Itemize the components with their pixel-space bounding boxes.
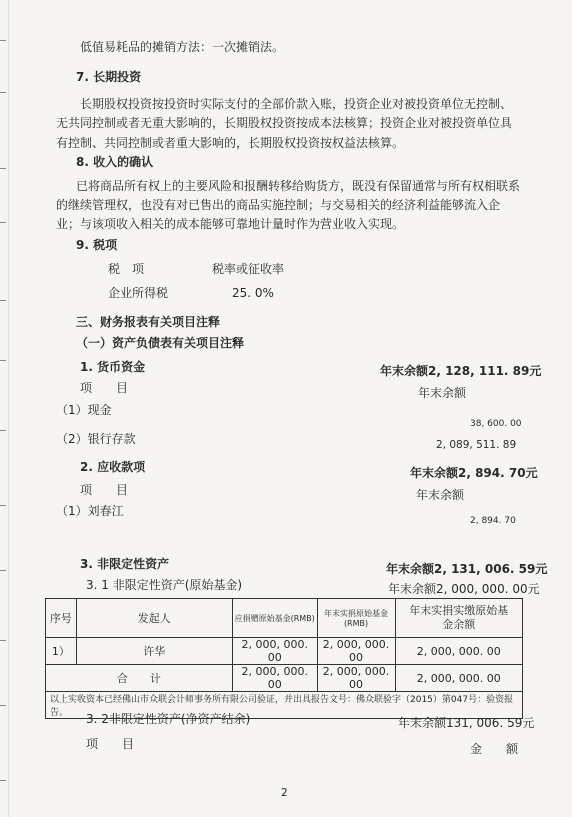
receivables-column-item: 项 目 (80, 483, 129, 497)
cash-total: 年末余额2, 128, 111. 89元 (380, 364, 542, 378)
table-row (46, 638, 523, 665)
receivables-row-1-label: （1）刘春江 (56, 504, 124, 518)
section-7-para-line-2: 无共同控制或者无重大影响的，长期股权投资按成本法核算；投资企业对被投资单位具 (56, 116, 513, 130)
net-assets-column-item: 项 目 (86, 737, 135, 751)
amortization-line: 低值易耗品的摊销方法：一次摊销法。 (80, 40, 285, 54)
header-pledged: 应捐赠原始基金(RMB) (232, 599, 317, 638)
header-founder: 发起人 (76, 599, 232, 638)
non-restricted-assets-title: 3. 非限定性资产 (80, 557, 170, 571)
page-number: 2 (281, 787, 288, 799)
total-label: 合 计 (46, 665, 233, 692)
non-restricted-3-1-title: 3. 1 非限定性资产(原始基金) (86, 578, 243, 592)
section-8-para-line-3: 业；与该项收入相关的成本能够可靠地计量时作为营业收入实现。 (56, 217, 405, 231)
receivables-row-1-value: 2, 894. 70 (470, 516, 516, 526)
net-assets-column-amount: 金 额 (470, 742, 519, 756)
tax-column-item: 税 项 (108, 262, 145, 276)
tax-item-rate: 25. 0% (232, 286, 274, 300)
section-9-title: 9. 税项 (76, 238, 118, 252)
row-pledged: 2, 000, 000. 00 (232, 638, 317, 665)
table-total-row (46, 665, 523, 692)
section-8-para-line-2: 的继续管理权，也没有对已售出的商品实施控制；与交易相关的经济利益能够流入企 (56, 198, 501, 212)
receivables-title: 2. 应收款项 (80, 460, 146, 474)
cash-row-1-value: 38, 600. 00 (470, 419, 522, 429)
total-received: 2, 000, 000. 00 (317, 665, 395, 692)
verification-note: 以上实收资本已经佛山市众联会计师事务所有限公司验证，并出具报告文号：佛众联验字（2015）第047号：验资报告。 (46, 692, 523, 719)
cash-row-1-label: （1）现金 (56, 403, 112, 417)
cash-row-2-value: 2, 089, 511. 89 (436, 439, 517, 451)
cash-column-item: 项 目 (80, 381, 129, 395)
page-left-border (8, 0, 9, 817)
header-seq: 序号 (46, 599, 77, 638)
non-restricted-3-2-title: 3. 2非限定性资产(净资产结余) (86, 712, 251, 726)
section-7-para-line-1: 长期股权投资按投资时实际支付的全部价款入账，投资企业对被投资单位无控制、 (80, 97, 513, 111)
non-restricted-assets-total: 年末余额2, 131, 006. 59元 (386, 562, 548, 576)
part-3-title: 三、财务报表有关项目注释 (76, 315, 221, 329)
row-founder: 许华 (76, 638, 232, 665)
tax-item-name: 企业所得税 (108, 286, 169, 300)
receivables-column-balance: 年末余额 (416, 488, 465, 502)
row-paid-balance: 2, 000, 000. 00 (395, 638, 523, 665)
table-header-row (46, 599, 523, 638)
section-8-title: 8. 收入的确认 (76, 155, 154, 169)
section-8-para-line-1: 已将商品所有权上的主要风险和报酬转移给购货方，既没有保留通常与所有权相联系 (76, 179, 521, 193)
header-received: 年末实捐原始基金(RMB) (317, 599, 395, 638)
row-seq: 1） (46, 638, 77, 665)
total-pledged: 2, 000, 000. 00 (232, 665, 317, 692)
section-7-title: 7. 长期投资 (76, 70, 142, 84)
original-fund-table (45, 598, 523, 719)
cash-title: 1. 货币资金 (80, 360, 146, 374)
row-received: 2, 000, 000. 00 (317, 638, 395, 665)
total-paid-balance: 2, 000, 000. 00 (395, 665, 523, 692)
binding-edge-marks (0, 0, 8, 817)
header-paid-balance: 年末实捐实缴原始基金余额 (395, 599, 523, 638)
cash-row-2-label: （2）银行存款 (56, 432, 136, 446)
section-7-para-line-3: 有控制、共同控制或者重大影响的，长期股权投资按权益法核算。 (56, 136, 405, 150)
non-restricted-3-1-total: 年末余额2, 000, 000. 00元 (388, 582, 540, 596)
receivables-total: 年末余额2, 894. 70元 (410, 466, 538, 480)
non-restricted-3-2-total: 年末余额131, 006. 59元 (398, 716, 535, 730)
part-3-subtitle: （一）资产负债表有关项目注释 (76, 336, 245, 350)
tax-column-rate: 税率或征收率 (212, 262, 285, 276)
cash-column-balance: 年末余额 (418, 386, 467, 400)
